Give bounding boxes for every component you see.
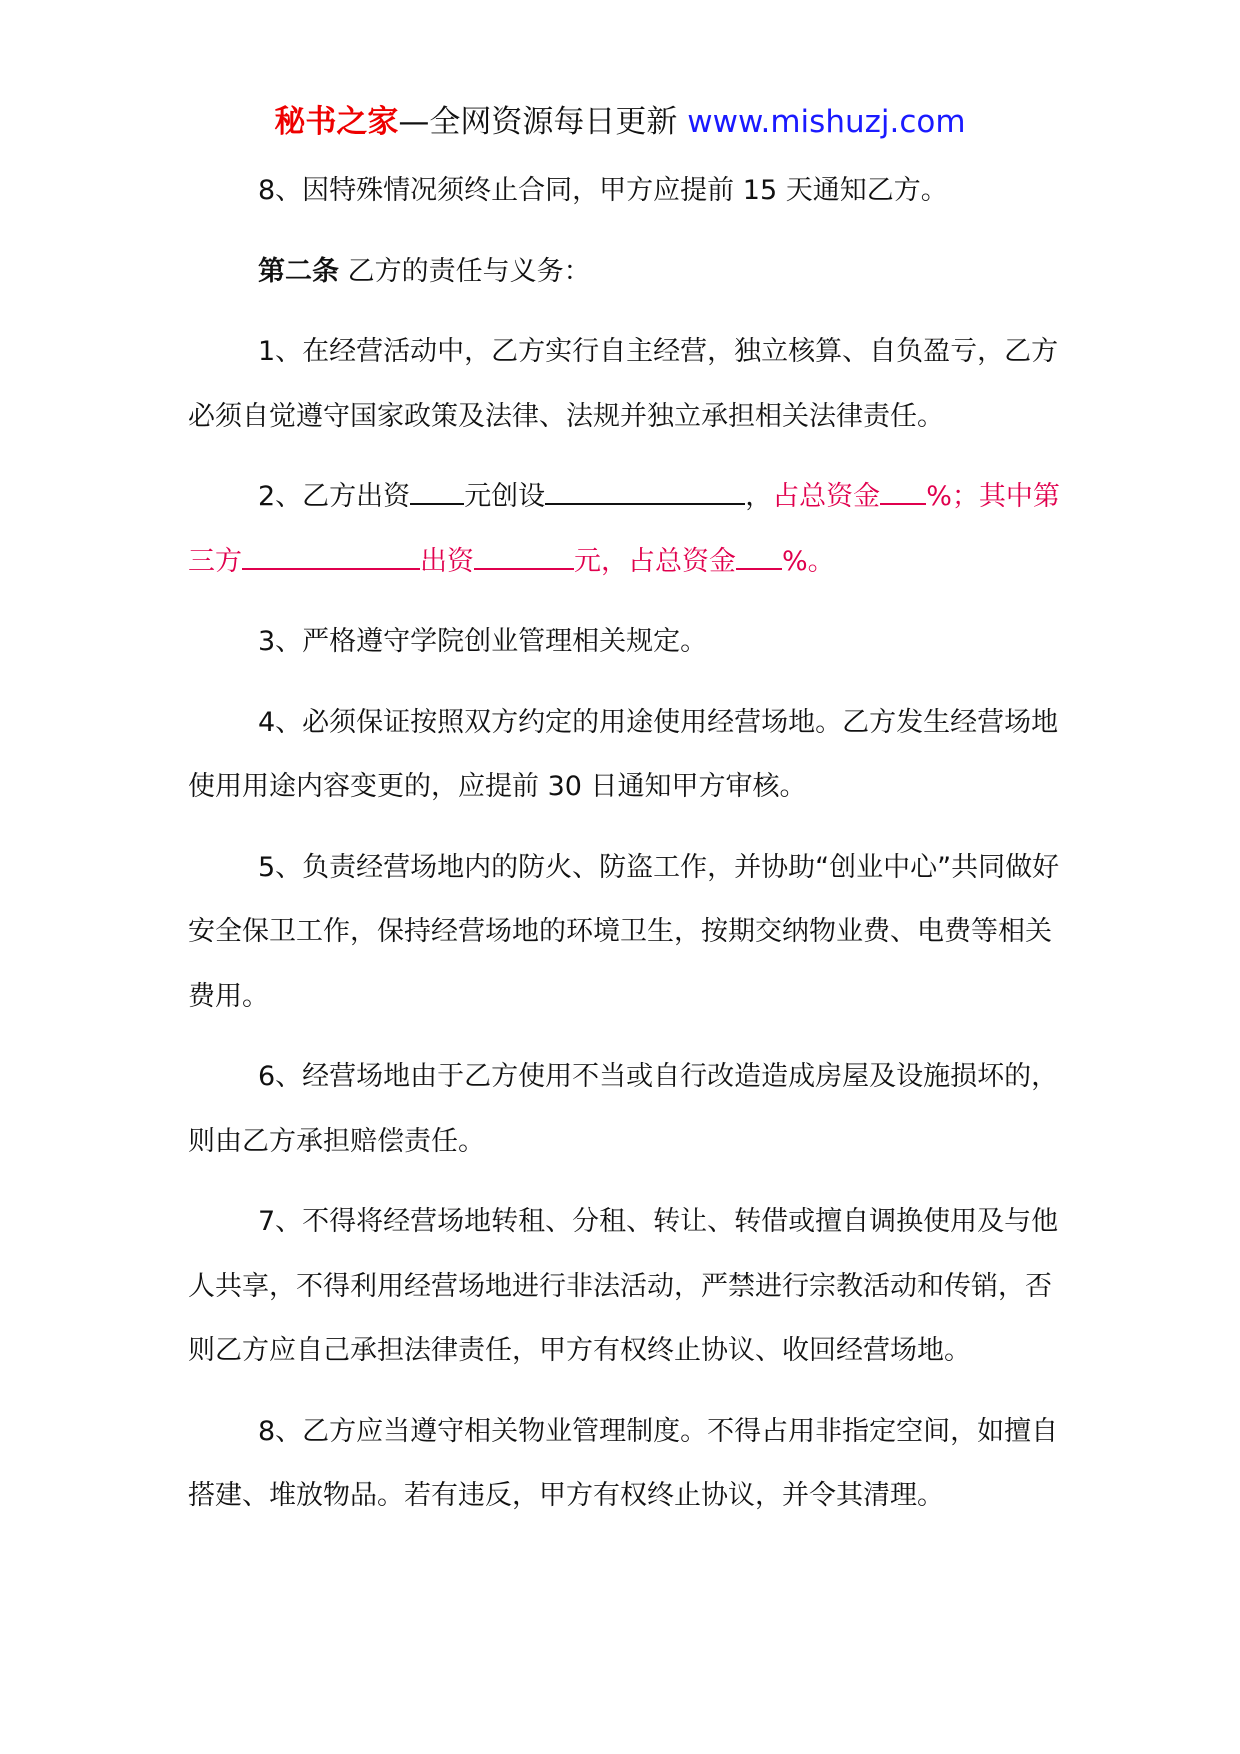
clause-item-6: 6、经营场地由于乙方使用不当或自行改造造成房屋及设施损坏的，则由乙方承担赔偿责任。	[188, 1061, 1059, 1157]
clause-2-text-e: %；其中第三方	[188, 481, 1060, 577]
clause-2-text-c: ，	[745, 481, 773, 512]
clause-item-8: 8、乙方应当遵守相关物业管理制度。不得占用非指定空间，如擅自搭建、堆放物品。若有违反，甲方有权终止协议，并令其清理。	[188, 1415, 1059, 1511]
clause-prev-item-8: 8、因特殊情况须终止合同，甲方应提前 15 天通知乙方。	[258, 175, 948, 206]
clause-2-text-d: 占总资金	[772, 481, 881, 512]
blank-field-project[interactable]	[545, 477, 745, 505]
document-body	[188, 159, 1068, 1529]
clause-2-text-h: %。	[782, 545, 835, 577]
header-tagline: —全网资源每日更新	[398, 104, 688, 140]
site-url-link[interactable]: www.mishuzj.com	[687, 104, 966, 140]
clause-item-3: 3、严格遵守学院创业管理相关规定。	[258, 626, 708, 657]
blank-field-third-amount[interactable]	[474, 542, 574, 570]
clause-2-text-g: 元，占总资金	[574, 545, 736, 577]
section-title: 乙方的责任与义务：	[339, 255, 591, 287]
section-heading	[188, 240, 1068, 305]
blank-field-amount[interactable]	[410, 477, 464, 505]
clause-item-5: 5、负责经营场地内的防火、防盗工作，并协助“创业中心”共同做好安全保卫工作，保持经营场地的环境卫生，按期交纳物业费、电费等相关费用。	[188, 851, 1060, 1012]
clause-2-text-a: 2、乙方出资	[258, 481, 411, 512]
blank-field-percent[interactable]	[880, 477, 926, 505]
blank-field-third-party[interactable]	[242, 542, 420, 570]
clause-item-1: 1、在经营活动中，乙方实行自主经营，独立核算、自负盈亏，乙方必须自觉遵守国家政策及法律、法规并独立承担相关法律责任。	[188, 336, 1059, 432]
clause-2-text-f: 出资	[420, 545, 474, 577]
brand-name: 秘书之家	[274, 104, 399, 140]
clause-item-2	[188, 465, 1068, 594]
site-header	[0, 100, 1240, 144]
section-number: 第二条	[258, 255, 339, 287]
clause-item-7: 7、不得将经营场地转租、分租、转让、转借或擅自调换使用及与他人共享，不得利用经营场地进行非法活动，严禁进行宗教活动和传销，否则乙方应自己承担法律责任，甲方有权终止协议、收回经营场地。	[188, 1206, 1059, 1366]
clause-item-4: 4、必须保证按照双方约定的用途使用经营场地。乙方发生经营场地使用用途内容变更的，应提前 30 日通知甲方审核。	[188, 706, 1059, 802]
blank-field-third-percent[interactable]	[736, 542, 782, 570]
clause-2-text-b: 元创设	[464, 481, 546, 512]
